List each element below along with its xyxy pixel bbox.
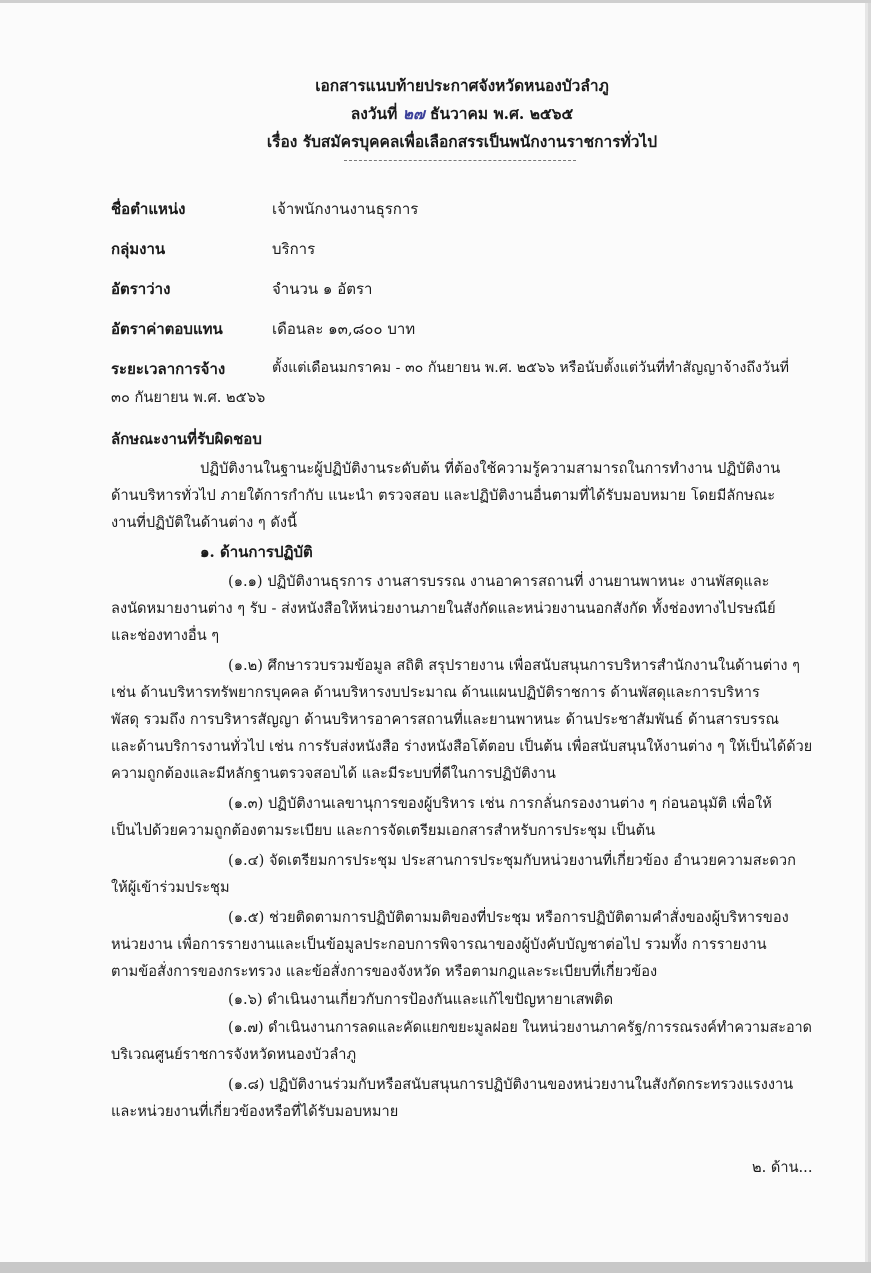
duties-intro-line: ด้านบริหารทั่วไป ภายใต้การกำกับ แนะนำ ตรวจสอบ และปฏิบัติงานอื่นตามที่ได้รับมอบหมาย โดยมีลักษณะ — [111, 487, 776, 504]
duties-title: ลักษณะงานที่รับผิดชอบ — [111, 430, 262, 448]
continued-marker: ๒. ด้าน... — [752, 1159, 813, 1176]
field-value-period-cont: ๓๐ กันยายน พ.ศ. ๒๕๖๖ — [111, 389, 266, 406]
field-label-vacancy: อัตราว่าง — [111, 280, 171, 298]
duty-item-1-2: พัสดุ รวมถึง การบริหารสัญญา ด้านบริหารอาคารสถานที่และยานพาหนะ ด้านประชาสัมพันธ์ ด้านสารบรรณ — [111, 711, 780, 728]
duty-item-1-5: (๑.๕) ช่วยติดตามการปฏิบัติตามมติของที่ประชุม หรือการปฏิบัติตามคำสั่งของผู้บริหารของ — [228, 909, 789, 926]
field-label-salary: อัตราค่าตอบแทน — [111, 320, 223, 338]
field-label-group: กลุ่มงาน — [111, 240, 166, 258]
duty-item-1-5: หน่วยงาน เพื่อการรายงานและเป็นข้อมูลประกอบการพิจารณาของผู้บังคับบัญชาต่อไป รวมทั้ง การรายงาน — [111, 936, 767, 953]
duty-item-1-2: (๑.๒) ศึกษารวบรวมข้อมูล สถิติ สรุปรายงาน เพื่อสนับสนุนการบริหารสำนักงานในด้านต่าง ๆ — [228, 657, 800, 674]
field-value-salary: เดือนละ ๑๓,๘๐๐ บาท — [272, 320, 416, 338]
duty-item-1-3: เป็นไปด้วยความถูกต้องตามระเบียบ และการจัดเตรียมเอกสารสำหรับการประชุม เป็นต้น — [111, 822, 656, 839]
duty-item-1-5: ตามข้อสั่งการของกระทรวง และข้อสั่งการของจังหวัด หรือตามกฎและระเบียบที่เกี่ยวข้อง — [111, 963, 658, 980]
header-date: ลงวันที่ ๒๗ ธันวาคม พ.ศ. ๒๕๖๕ — [350, 104, 574, 123]
duty-item-1-7: บริเวณศูนย์ราชการจังหวัดหนองบัวลำภู — [111, 1046, 357, 1063]
header-divider — [344, 160, 576, 161]
scan-top-edge — [0, 0, 871, 3]
duty-item-1-2: ความถูกต้องและมีหลักฐานตรวจสอบได้ และมีระบบที่ดีในการปฏิบัติงาน — [111, 765, 556, 782]
field-value-group: บริการ — [272, 240, 316, 258]
duty-item-1-7: (๑.๗) ดำเนินงานการลดและคัดแยกขยะมูลฝอย ในหน่วยงานภาครัฐ/การรณรงค์ทำความสะอาด — [228, 1019, 812, 1036]
header-title: เอกสารแนบท้ายประกาศจังหวัดหนองบัวลำภู — [315, 76, 609, 95]
document-header — [0, 72, 868, 161]
field-label-period: ระยะเวลาการจ้าง — [111, 360, 226, 378]
duty-item-1-6: (๑.๖) ดำเนินงานเกี่ยวกับการป้องกันและแก้ไขปัญหายาเสพติด — [228, 991, 614, 1008]
field-value-position: เจ้าพนักงานงานธุรการ — [272, 200, 419, 218]
duty-item-1-4: (๑.๔) จัดเตรียมการประชุม ประสานการประชุมกับหน่วยงานที่เกี่ยวข้อง อำนวยความสะดวก — [228, 852, 796, 869]
duty-item-1-8: (๑.๘) ปฏิบัติงานร่วมกับหรือสนับสนุนการปฏิบัติงานของหน่วยงานในสังกัดกระทรวงแรงงาน — [228, 1076, 794, 1093]
duty-item-1-1: (๑.๑) ปฏิบัติงานธุรการ งานสารบรรณ งานอาคารสถานที่ งานยานพาหนะ งานพัสดุและ — [228, 573, 770, 590]
duty-item-1-8: และหน่วยงานที่เกี่ยวข้องหรือที่ได้รับมอบหมาย — [111, 1103, 399, 1120]
field-value-period: ตั้งแต่เดือนมกราคม - ๓๐ กันยายน พ.ศ. ๒๕๖๖ หรือนับตั้งแต่วันที่ทำสัญญาจ้างถึงวันที่ — [272, 360, 789, 376]
duty-item-1-3: (๑.๓) ปฏิบัติงานเลขานุการของผู้บริหาร เช่น การกลั่นกรองงานต่าง ๆ ก่อนอนุมัติ เพื่อให้ — [228, 795, 772, 812]
duties-intro-line: งานที่ปฏิบัติในด้านต่าง ๆ ดังนี้ — [111, 514, 297, 531]
handwritten-day: ๒๗ — [402, 104, 425, 123]
duty-item-1-4: ให้ผู้เข้าร่วมประชุม — [111, 879, 230, 896]
duty-item-1-1: และช่องทางอื่น ๆ — [111, 627, 220, 644]
duties-intro-line: ปฏิบัติงานในฐานะผู้ปฏิบัติงานระดับต้น ที่ต้องใช้ความรู้ความสามารถในการทำงาน ปฏิบัติงาน — [200, 460, 781, 477]
header-subject: เรื่อง รับสมัครบุคคลเพื่อเลือกสรรเป็นพนักงานราชการทั่วไป — [266, 132, 658, 151]
scan-bottom-strip — [0, 1262, 871, 1273]
field-label-position: ชื่อตำแหน่ง — [111, 200, 186, 218]
section-1-title: ๑. ด้านการปฏิบัติ — [200, 543, 313, 561]
duty-item-1-2: และด้านบริการงานทั่วไป เช่น การรับส่งหนังสือ ร่างหนังสือโต้ตอบ เป็นต้น เพื่อสนับสนุนให้งานต่าง ๆ ให้เป็นได้ด้วย — [111, 738, 813, 755]
field-value-vacancy: จำนวน ๑ อัตรา — [272, 280, 373, 298]
duty-item-1-1: ลงนัดหมายงานต่าง ๆ รับ - ส่งหนังสือให้หน่วยงานภายในสังกัดและหน่วยงานนอกสังกัด ทั้งช่องทางไปรษณีย์ — [111, 600, 776, 617]
duty-item-1-2: เช่น ด้านบริหารทรัพยากรบุคคล ด้านบริหารงบประมาณ ด้านแผนปฏิบัติราชการ ด้านพัสดุและการบริหาร — [111, 684, 760, 701]
